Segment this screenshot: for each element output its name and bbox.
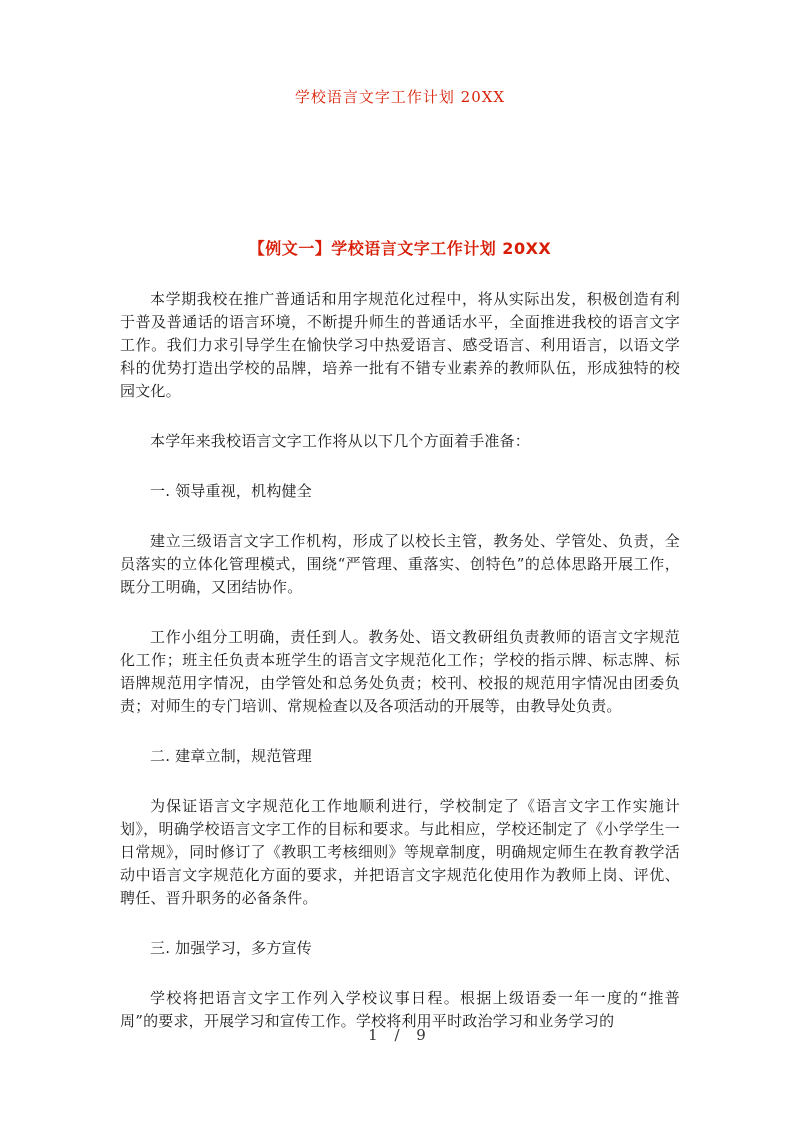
paragraph: 本学年来我校语言文字工作将从以下几个方面着手准备：: [150, 432, 531, 450]
paragraph: 学校将把语言文字工作列入学校议事日程。根据上级语委一年一度的“推普周”的要求，开展学习和宣传工作。学校将利用平时政治学习和业务学习的: [120, 989, 680, 1030]
section-heading: 一. 领导重视，机构健全: [150, 482, 312, 500]
header-title: 学校语言文字工作计划 20XX: [294, 88, 506, 106]
paragraph: 本学期我校在推广普通话和用字规范化过程中，将从实际出发，积极创造有利于普及普通话的语言环境，不断提升师生的普通话水平，全面推进我校的语言文字工作。我们力求引导学生在愉快学习中热爱语言、感受语言、利用语言，以语文学科的优势打造出学校的品牌，培养一批有不错专业素养的教师队伍，形成独特的校园文化。: [120, 290, 680, 400]
document-body: [120, 288, 680, 1060]
page-number: 1 / 9: [368, 1026, 432, 1044]
document-title: 【例文一】学校语言文字工作计划 20XX: [248, 239, 552, 258]
section-heading: 二. 建章立制，规范管理: [150, 747, 312, 765]
paragraph: 建立三级语言文字工作机构，形成了以校长主管，教务处、学管处、负责，全员落实的立体化管理模式，围绕“严管理、重落实、创特色”的总体思路开展工作，既分工明确，又团结协作。: [120, 532, 680, 596]
paragraph: 为保证语言文字规范化工作地顺利进行，学校制定了《语言文字工作实施计划》，明确学校语言文字工作的目标和要求。与此相应，学校还制定了《小学学生一日常规》，同时修订了《教职工考核细则》等规章制度，明确规定师生在教育教学活动中语言文字规范化方面的要求，并把语言文字规范化使用作为教师上岗、评优、聘任、晋升职务的必备条件。: [120, 797, 680, 907]
section-heading: 三. 加强学习，多方宣传: [150, 939, 312, 957]
paragraph: 工作小组分工明确，责任到人。教务处、语文教研组负责教师的语言文字规范化工作；班主任负责本班学生的语言文字规范化工作；学校的指示牌、标志牌、标语牌规范用字情况，由学管处和总务处负责；校刊、校报的规范用字情况由团委负责；对师生的专门培训、常规检查以及各项活动的开展等，由教导处负责。: [120, 628, 680, 715]
